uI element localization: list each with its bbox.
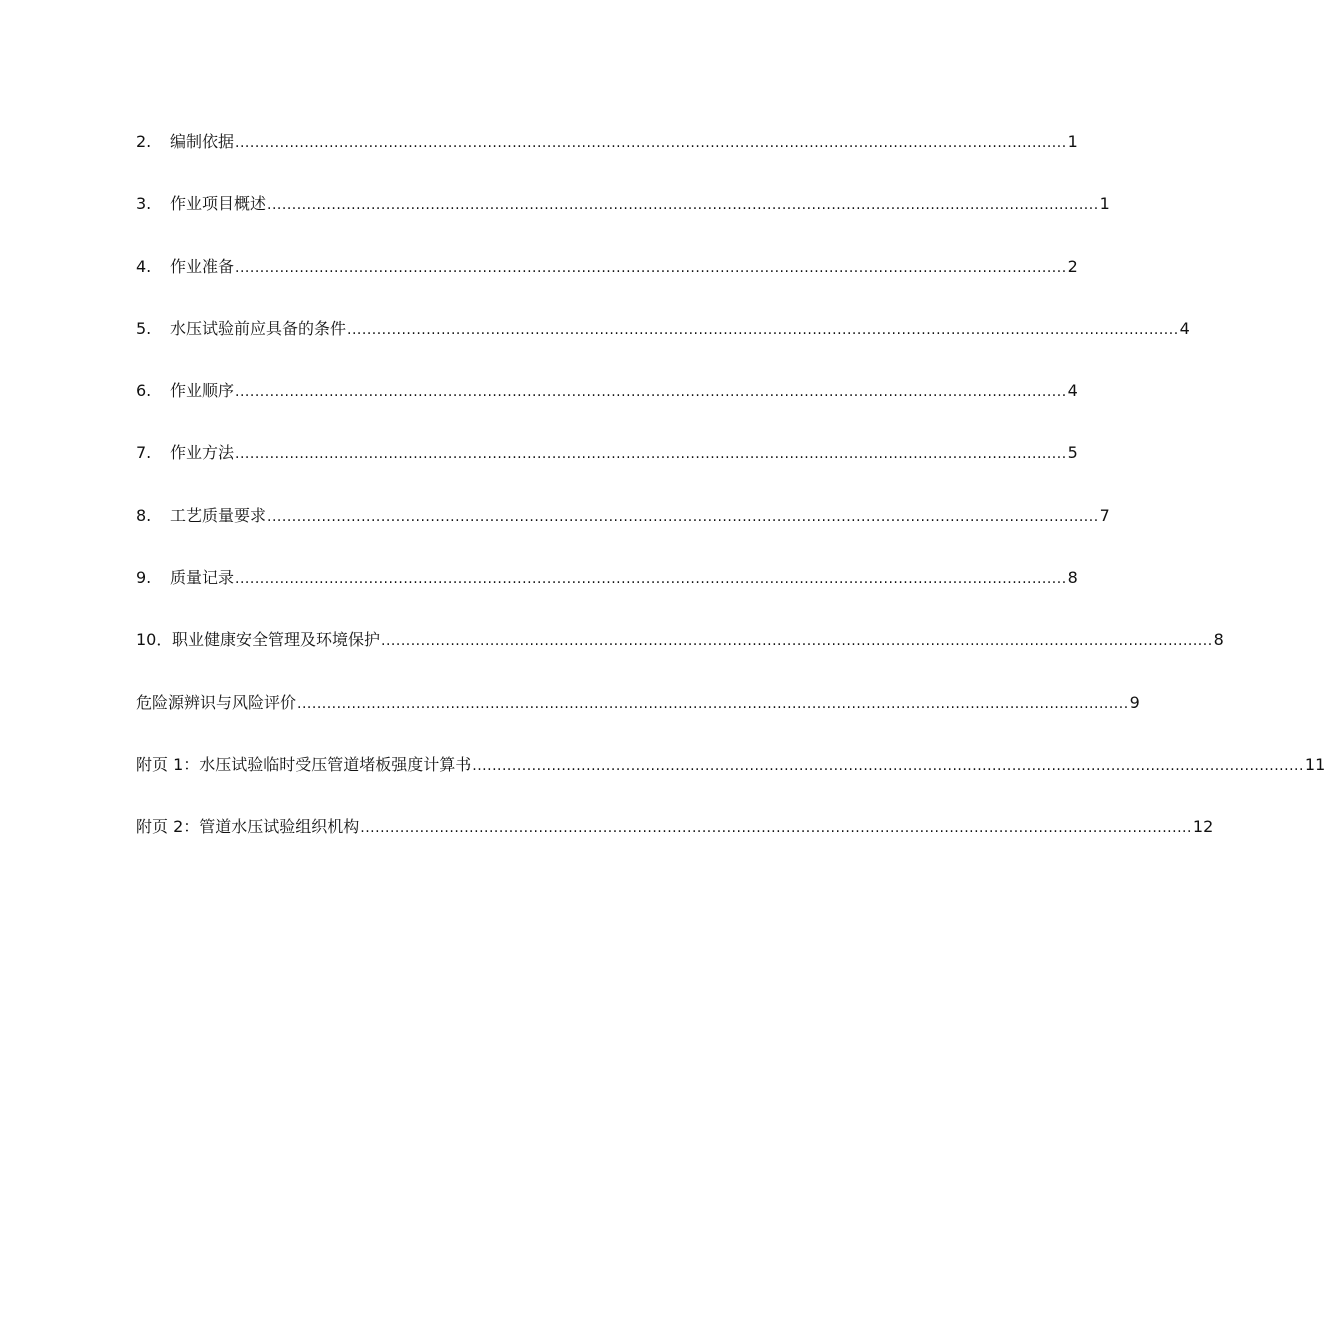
toc-entry[interactable] [136,502,1110,564]
toc-entry-page: 11 [1304,754,1325,774]
toc-entry-page: 2 [1067,256,1078,276]
toc-entry-page: 5 [1067,443,1078,463]
toc-entry[interactable] [136,377,1078,439]
toc-leader-dots: ........................................................................................................................................................................ [235,446,1067,463]
toc-entry-page: 4 [1179,318,1190,338]
toc-entry[interactable] [136,689,1140,751]
toc-leader-dots: ........................................................................................................................................................................ [381,633,1213,650]
toc-entry-number: 5. [136,318,152,338]
table-of-contents [136,128,1325,876]
toc-entry-page: 7 [1099,505,1110,525]
toc-entry[interactable] [136,253,1078,315]
toc-entry-title: 质量记录 [170,568,235,588]
toc-entry[interactable] [136,128,1078,190]
toc-entry-number: 10． [136,630,173,650]
toc-leader-dots: ........................................................................................................................................................................ [267,508,1099,525]
toc-entry-number: 2. [136,132,152,151]
toc-entry-page: 9 [1129,692,1140,712]
toc-leader-dots: ........................................................................................................................................................................ [297,695,1129,712]
toc-entry[interactable] [136,315,1190,377]
toc-entry-page: 8 [1067,568,1078,588]
toc-entry-title: 作业顺序 [170,381,235,401]
toc-entry-number: 4. [136,256,152,276]
toc-entry-number: 3. [136,194,152,214]
toc-entry-title: 编制依据 [170,132,235,151]
toc-entry-number: 8. [136,505,152,525]
toc-entry-page: 1 [1099,194,1110,214]
toc-leader-dots: ........................................................................................................................................................................ [360,820,1192,837]
toc-entry-title: 作业方法 [170,443,235,463]
toc-entry-page: 12 [1192,817,1214,837]
toc-entry-title: 工艺质量要求 [170,505,267,525]
toc-entry-title: 作业准备 [170,256,235,276]
toc-leader-dots: ........................................................................................................................................................................ [235,135,1067,151]
toc-leader-dots: ........................................................................................................................................................................ [235,571,1067,588]
toc-entry[interactable] [136,564,1078,626]
toc-entry-title: 作业项目概述 [170,194,267,214]
toc-leader-dots: ........................................................................................................................................................................ [472,757,1304,774]
toc-leader-dots: ........................................................................................................................................................................ [235,384,1067,401]
toc-entry[interactable] [136,751,1325,813]
toc-entry-number: 7. [136,443,152,463]
toc-entry-title: 水压试验前应具备的条件 [170,318,347,338]
toc-leader-dots: ........................................................................................................................................................................ [235,259,1067,276]
toc-entry-page: 8 [1213,630,1224,650]
toc-entry[interactable] [136,190,1110,252]
toc-entry[interactable] [136,439,1078,501]
toc-leader-dots: ........................................................................................................................................................................ [347,321,1179,338]
toc-entry-title: 职业健康安全管理及环境保护 [172,630,381,650]
toc-entry-title: 附页 2：管道水压试验组织机构 [136,817,360,837]
toc-entry[interactable] [136,626,1224,688]
toc-entry-number: 9. [136,568,152,588]
toc-entry-title: 附页 1：水压试验临时受压管道堵板强度计算书 [136,754,472,774]
toc-entry[interactable] [136,813,1214,875]
toc-entry-number: 6. [136,381,152,401]
toc-entry-page: 4 [1067,381,1078,401]
toc-leader-dots: ........................................................................................................................................................................ [267,197,1099,214]
toc-entry-page: 1 [1067,132,1078,151]
toc-entry-title: 危险源辨识与风险评价 [136,692,297,712]
